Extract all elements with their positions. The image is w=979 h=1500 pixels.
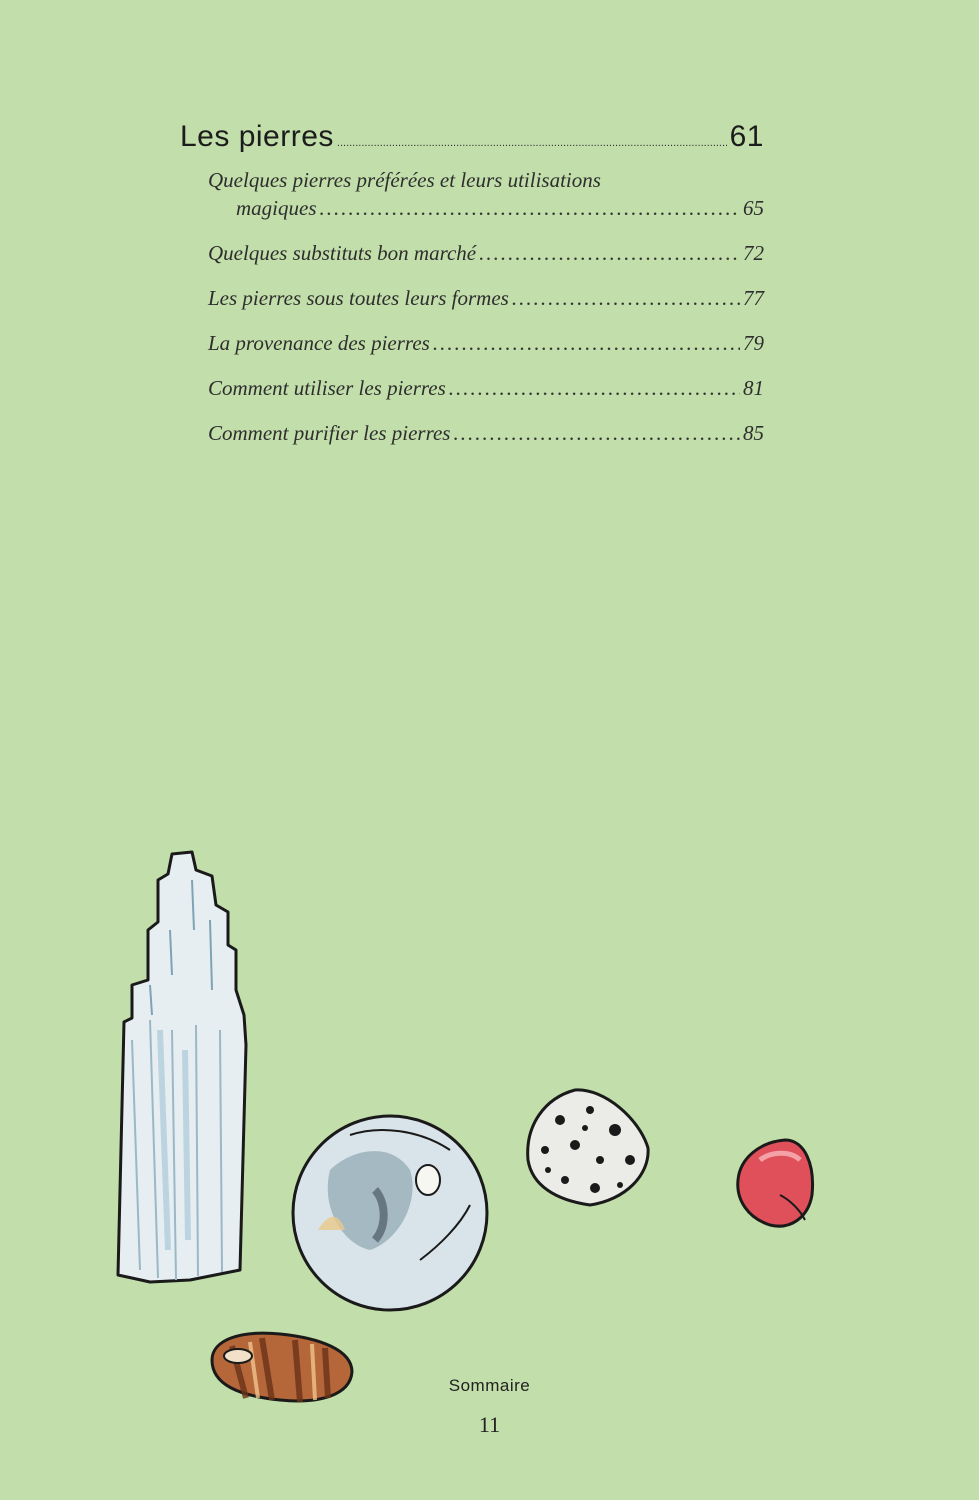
speckled-stone-illustration (528, 1090, 648, 1205)
dot-leader (479, 239, 740, 267)
running-footer-section: Sommaire (448, 1376, 531, 1395)
selenite-tower-illustration (118, 852, 246, 1282)
toc-entry[interactable] (208, 374, 764, 402)
toc-entry-title: Les pierres sous toutes leurs formes (208, 286, 509, 310)
chapter-title: Les pierres (180, 120, 334, 153)
toc-entry[interactable] (208, 329, 764, 357)
toc-entry-page: 77 (743, 286, 764, 310)
toc-entry-title-line2: magiques (236, 196, 317, 220)
sphere-stone-illustration (293, 1116, 487, 1310)
stones-illustration (0, 840, 979, 1420)
dot-leader (433, 329, 740, 357)
toc-entries (208, 166, 764, 447)
dot-leader (337, 137, 727, 149)
page-number: 11 (478, 1412, 501, 1437)
toc-entry-page: 79 (743, 331, 764, 355)
dot-leader (320, 194, 741, 222)
toc-entry-title: Comment utiliser les pierres (208, 376, 446, 400)
red-stone-illustration (738, 1140, 813, 1226)
toc-entry-title-line1: Quelques pierres préférées et leurs utilisations (208, 168, 601, 192)
dot-leader (449, 374, 740, 402)
table-of-contents (180, 120, 764, 464)
toc-entry-page: 81 (743, 376, 764, 400)
toc-entry-title: La provenance des pierres (208, 331, 430, 355)
toc-entry-title: Quelques substituts bon marché (208, 241, 477, 265)
chapter-heading[interactable] (180, 120, 764, 154)
toc-entry-page: 85 (743, 421, 764, 445)
toc-entry-page: 72 (743, 241, 764, 265)
toc-entry-page: 65 (743, 196, 764, 220)
dot-leader (453, 419, 740, 447)
toc-entry[interactable] (208, 284, 764, 312)
chapter-page: 61 (729, 120, 764, 153)
toc-entry[interactable] (208, 166, 764, 222)
toc-entry[interactable] (208, 239, 764, 267)
toc-entry-title: Comment purifier les pierres (208, 421, 451, 445)
dot-leader (512, 284, 740, 312)
toc-entry[interactable] (208, 419, 764, 447)
